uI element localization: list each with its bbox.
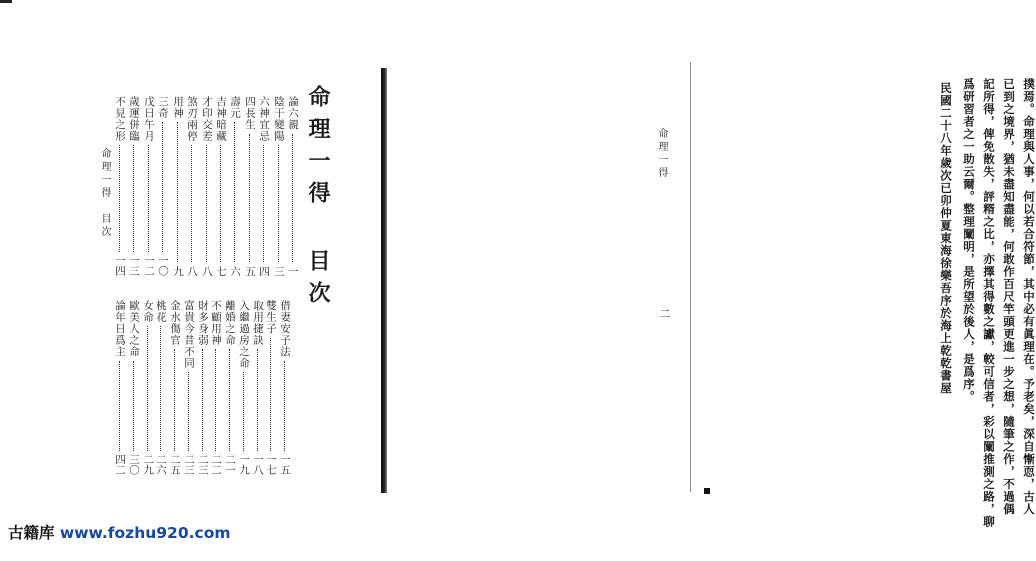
toc-entry[interactable] [183,300,195,475]
toc-leader-dots [234,122,235,262]
toc-entry-title: 不顧用神 [210,300,222,346]
site-url[interactable]: www.fozhu920.com [59,524,231,542]
toc-leader-dots [263,145,264,262]
toc-entry-title: 桃花 [155,300,167,323]
toc-leader-dots [249,134,250,262]
toc-entry[interactable] [238,300,250,475]
toc-leader-dots [284,361,285,451]
toc-entry[interactable] [143,96,155,276]
toc-entry[interactable] [186,96,198,276]
toc-entry[interactable] [279,300,291,475]
toc-leader-dots [174,349,175,451]
toc-leader-dots [191,145,192,262]
page-number [0,0,12,3]
toc-entry-title: 論年日爲主 [114,300,126,358]
toc-entry-page: 一〇 [157,255,169,276]
toc-entry-page: 八 [186,265,198,276]
toc-entry-title: 離婚之命 [224,300,236,346]
toc-entry-page: 二一 [224,454,236,475]
toc-entry-title: 壽元 [229,96,241,119]
right-page [388,0,1036,528]
toc-leader-dots [133,361,134,451]
toc-leader-dots [160,326,161,451]
toc-entry[interactable] [210,300,222,475]
toc-entry-title: 三奇 [157,96,169,119]
toc-entry-title: 歐美人之命 [128,300,140,358]
toc-entry[interactable] [287,96,299,276]
toc-entry-title: 煞刃兩停 [186,96,198,142]
toc-entry-title: 入繼過房之命 [238,300,250,369]
page-number-right: 二 [658,308,671,319]
toc-entry-page: 二六 [155,454,167,475]
toc-entry[interactable] [128,96,140,276]
toc-entry-title: 戊日午月 [143,96,155,142]
toc-entry[interactable] [142,300,154,475]
toc-leader-dots [206,145,207,262]
toc-leader-dots [147,326,148,451]
toc-entry[interactable] [157,96,169,276]
toc-entry-page: 二二 [210,454,222,475]
running-header: 命理一得 目次 [99,148,110,239]
toc-entry-title: 借妻安子法 [279,300,291,358]
toc-entry[interactable] [197,300,209,475]
toc-entry[interactable] [224,300,236,475]
toc-entry[interactable] [265,300,277,475]
toc-entry-title: 四長生 [244,96,256,131]
toc-entry-page: 一五 [279,454,291,475]
toc-entry-page: 二三 [183,454,195,475]
toc-leader-dots [133,145,134,252]
toc-entry-title: 論六親 [287,96,299,131]
toc-leader-dots [148,145,149,252]
toc-entry[interactable] [215,96,227,276]
toc-entry[interactable] [114,96,126,276]
toc-entry-title: 用神 [172,96,184,119]
site-watermark[interactable] [8,521,231,545]
toc-entry-title: 富貴今昔不同 [183,300,195,369]
toc-entry-title: 女命 [142,300,154,323]
toc-entry-page: 二五 [169,454,181,475]
toc-entry-page: 二九 [142,454,154,475]
toc-entry-page: 一二 [143,255,155,276]
toc-entry[interactable] [201,96,213,276]
toc-entry-page: 一九 [238,454,250,475]
toc-entry-page: 三 [273,265,285,276]
toc-entry-page: 四 [258,265,270,276]
toc-entry-page: 一四 [114,255,126,276]
toc-entry-page: 四二 [114,454,126,475]
toc-entry[interactable] [128,300,140,475]
page-edge-line [690,62,691,492]
site-name: 古籍库 [8,524,55,542]
toc-entry-title: 取用捷訣 [252,300,264,346]
toc-entry-title: 歲運併臨 [128,96,140,142]
toc-entry-title: 不見之形 [114,96,126,142]
toc-leader-dots [162,122,163,252]
toc-leader-dots [188,372,189,451]
toc-entry[interactable] [252,300,264,475]
toc-leader-dots [177,122,178,262]
toc-entry-page: 九 [172,265,184,276]
toc-title: 命理一得 目次 [305,85,331,313]
toc-entry-title: 陰干變陽 [273,96,285,142]
page-edge-mark [704,488,710,494]
preface-line: 已到之境界，猶未盡知盡能，何敢作百尺竿頭更進一步之想，隨筆之作，不過偶 [1002,78,1016,516]
running-header-right: 命理一得 [656,128,667,180]
toc-leader-dots [270,338,271,451]
toc-leader-dots [257,349,258,451]
preface-line: 撲焉。命理與人事，何以若合符節，其中必有眞理在。予老矣，深自慚恧，古人 [1022,78,1036,516]
toc-leader-dots [229,349,230,451]
toc-entry[interactable] [172,96,184,276]
toc-leader-dots [202,349,203,451]
toc-leader-dots [119,361,120,451]
toc-entry-title: 金水傷官 [169,300,181,346]
toc-entry[interactable] [169,300,181,475]
toc-entry[interactable] [229,96,241,276]
toc-entry-page: 三〇 [128,454,140,475]
toc-entry-page: 七 [215,265,227,276]
toc-leader-dots [292,134,293,262]
toc-entry[interactable] [114,300,126,475]
toc-entry-page: 一 [287,265,299,276]
toc-leader-dots [215,349,216,451]
toc-entry-page: 一三 [128,255,140,276]
toc-entry-page: 二三 [197,454,209,475]
left-page [0,0,382,500]
toc-entry-title: 吉神暗藏 [215,96,227,142]
toc-entry-page: 一七 [265,454,277,475]
toc-entry-page: 六 [229,265,241,276]
toc-entry-title: 財多身弱 [197,300,209,346]
toc-entry[interactable] [273,96,285,276]
toc-entry-title: 六神宜忌 [258,96,270,142]
toc-entry-page: 一八 [252,454,264,475]
toc-entry[interactable] [244,96,256,276]
preface-line: 民國二十八年歲次已卯仲夏東海徐樂吾序於海上乾乾書屋 [939,82,953,395]
preface-line: 爲研習者之一助云爾。整理闡明，是所望於後人，是爲序。 [962,78,976,403]
preface-line: 記所得，俾免散失，評糈之比，亦擇其得數之讞，較可信者，彩以闡推測之路，聊 [982,78,996,528]
toc-entry[interactable] [155,300,167,475]
book-gutter [381,68,387,493]
toc-entry-title: 才印交差 [201,96,213,142]
toc-entry[interactable] [258,96,270,276]
toc-leader-dots [243,372,244,451]
toc-leader-dots [119,145,120,252]
toc-leader-dots [278,145,279,262]
toc-entry-title: 雙生子 [265,300,277,335]
toc-leader-dots [220,145,221,262]
toc-entry-page: 八 [201,265,213,276]
toc-entry-page: 五 [244,265,256,276]
